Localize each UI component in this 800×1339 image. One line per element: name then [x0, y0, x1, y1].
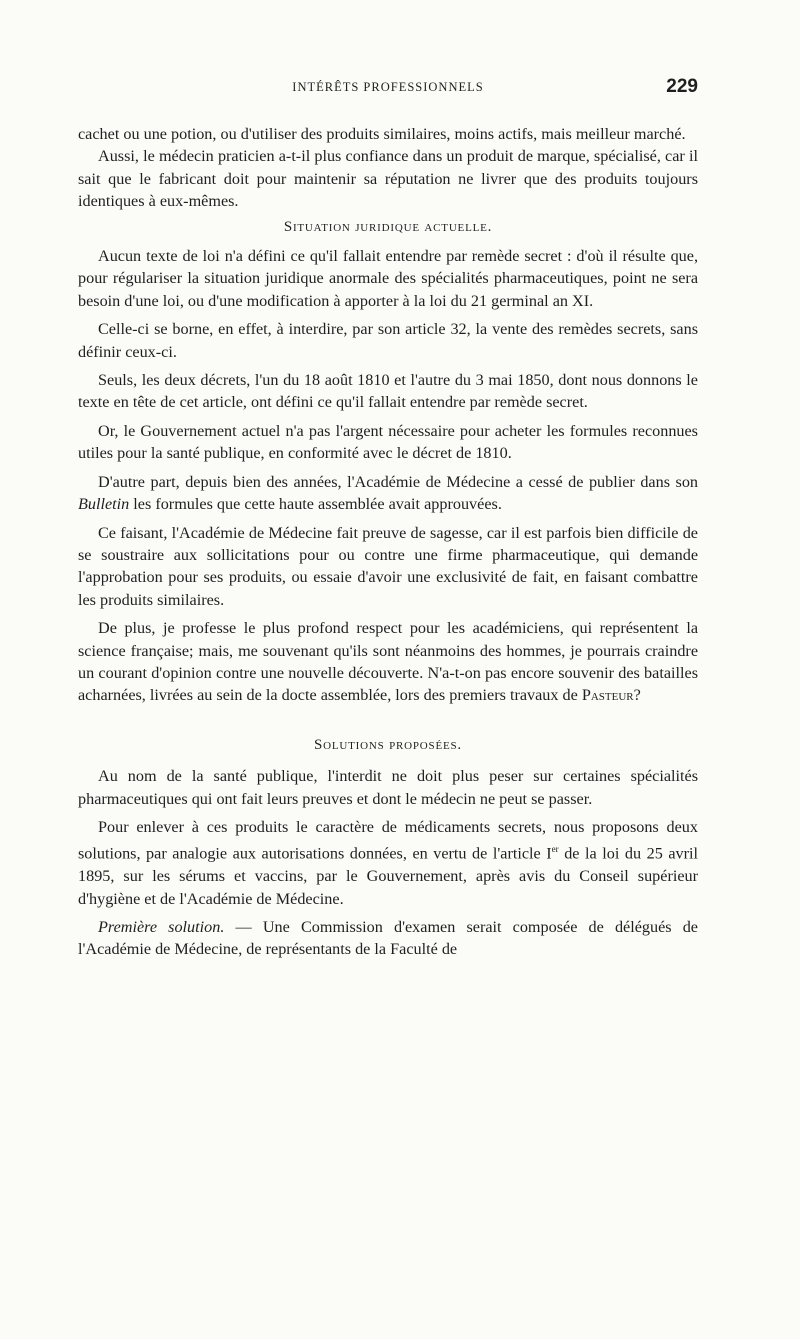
section-heading: Situation juridique actuelle. [283, 218, 493, 235]
paragraph: Ce faisant, l'Académie de Médecine fait preuve de sagesse, car il est parfois bien difficile de se soustraire aux sollicitations pour ou contre une firme pharmaceutique, qui demande l'approbation pour ses produits, ou essaie d'avoir une exclusivité de fait, en faisant combattre les produits similaires. [78, 523, 698, 609]
running-header [78, 76, 698, 98]
page-number: 229 [666, 76, 698, 97]
journal-title: Bulletin [78, 495, 130, 514]
body-text [78, 123, 698, 961]
paragraph: cachet ou une potion, ou d'utiliser des produits similaires, moins actifs, mais meilleur marché. [78, 125, 686, 143]
running-title: INTÉRÊTS PROFESSIONNELS [292, 80, 484, 94]
text-run: de la loi du 25 avril 1895, sur les sérums et vaccins, par le Gouvernement, après avis du Conseil supérieur d'hygiène et de l'Académie de Médecine. [78, 844, 699, 908]
paragraph: Aucun texte de loi n'a défini ce qu'il fallait entendre par remède secret : d'où il résulte que, pour régulariser la situation juridique anormale des spécialités pharmaceutiques, point ne sera besoin d'une loi, ou d'une modification à apporter à la loi du 21 germinal an XI. [78, 247, 698, 310]
paragraph: Aussi, le médecin praticien a-t-il plus confiance dans un produit de marque, spécialisé, car il sait que le fabricant doit pour maintenir sa réputation ne livrer que des produits toujours identiques à eux-mêmes. [78, 147, 698, 211]
text-run: — Une Commission d'examen serait composée de délégués de l'Académie de Médecine, de représentants de la Faculté de [78, 917, 698, 959]
text-run: De plus, je professe le plus profond respect pour les académiciens, qui représentent la science française; mais, me souvenant qu'ils sont néanmoins des hommes, je pourrais craindre un courant d'opinion contre une nouvelle découverte. N'a-t-on pas encore souvenir des batailles acharnées, livrées au sein de la docte assemblée, lors des premiers travaux de [78, 619, 698, 705]
paragraph [78, 816, 698, 910]
subheading-italic: Première solution. [98, 917, 225, 936]
paragraph: Seuls, les deux décrets, l'un du 18 août 1810 et l'autre du 3 mai 1850, dont nous donnons le texte en tête de cet article, ont défini ce qu'il fallait entendre par remède secret. [78, 371, 698, 412]
paragraph [78, 916, 698, 961]
text-run: Pour enlever à ces produits le caractère de médicaments secrets, nous proposons deux solutions, par analogie aux autorisations données, en vertu de l'article I [78, 817, 698, 863]
paragraph [78, 617, 698, 707]
paragraph: Au nom de la santé publique, l'interdit ne doit plus peser sur certaines spécialités pharmaceutiques qui ont fait leurs preuves et dont le médecin ne peut se passer. [78, 767, 698, 808]
paragraph: Or, le Gouvernement actuel n'a pas l'argent nécessaire pour acheter les formules reconnues utiles pour la santé publique, en conformité avec le décret de 1810. [78, 421, 698, 463]
paragraph: Celle-ci se borne, en effet, à interdire, par son article 32, la vente des remèdes secrets, sans définir ceux-ci. [78, 320, 698, 361]
text-run: D'autre part, depuis bien des années, l'Académie de Médecine a cessé de publier dans son [98, 472, 698, 491]
superscript: er [551, 844, 559, 855]
paragraph [78, 471, 698, 516]
person-name: Pasteur [581, 686, 634, 705]
text-run: les formules que cette haute assemblée avait approuvées. [129, 495, 502, 514]
section-heading: Solutions proposées. [314, 736, 462, 753]
text-run: ? [633, 686, 641, 705]
